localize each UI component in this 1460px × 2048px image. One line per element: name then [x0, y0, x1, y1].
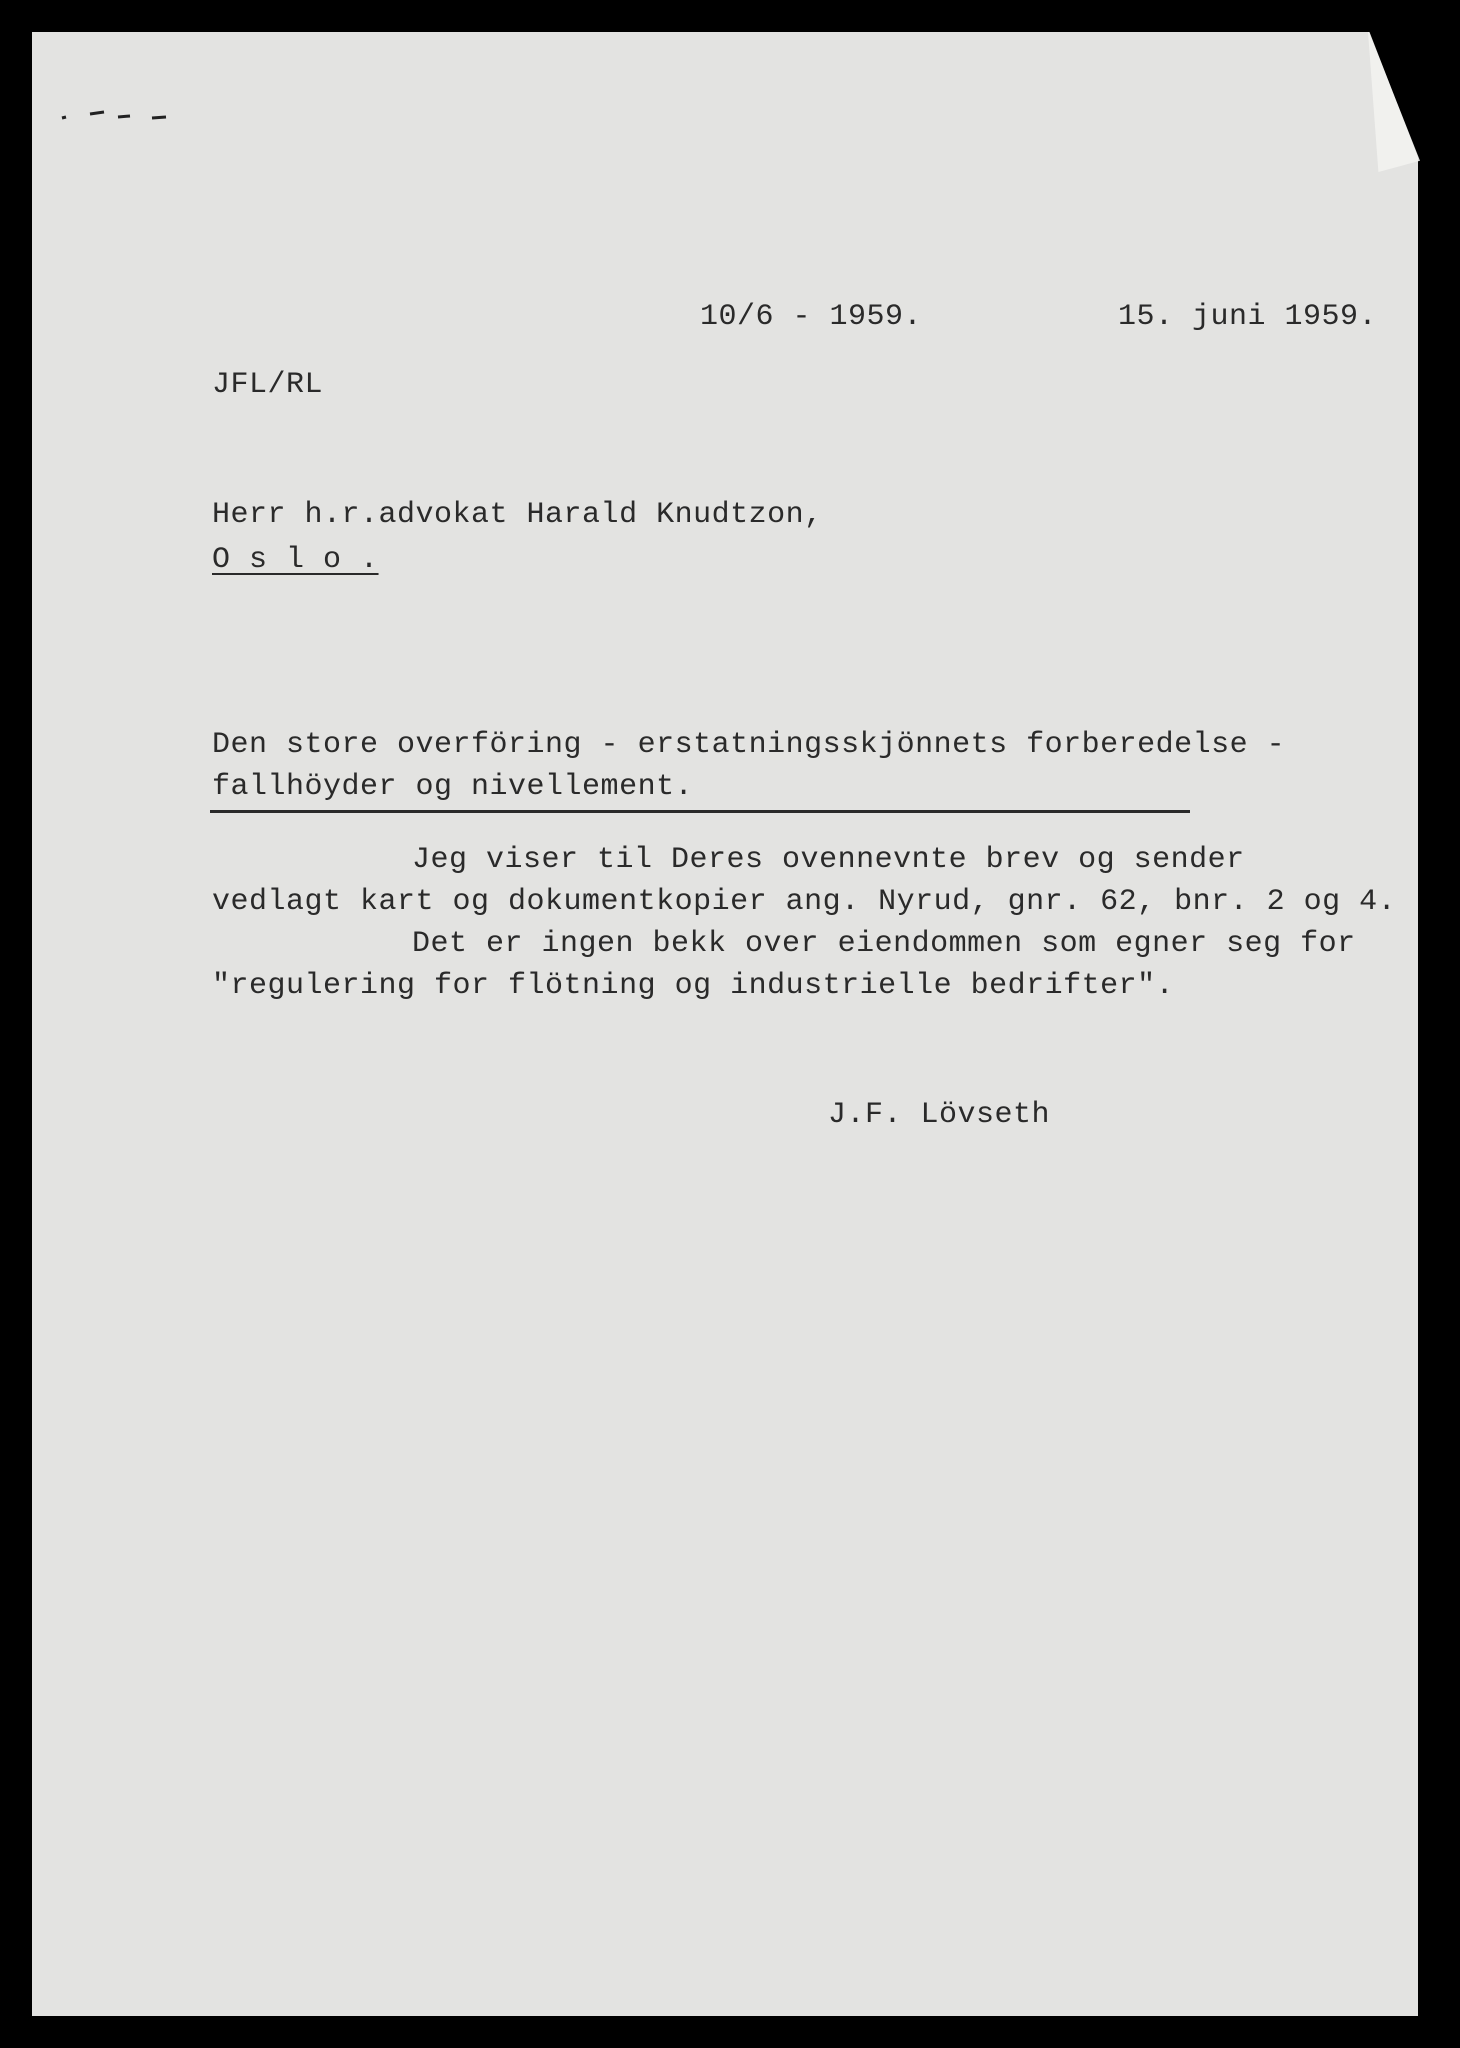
body-line-3: Det er ingen bekk over eiendommen som egner seg for — [412, 927, 1356, 961]
ink-mark — [60, 108, 180, 122]
body-line-4: "regulering for flötning og industrielle bedrifter". — [212, 969, 1175, 1003]
body-line-1: Jeg viser til Deres ovennevnte brev og sender — [412, 843, 1245, 877]
letter-date: 15. juni 1959. — [1118, 300, 1378, 334]
signature: J.F. Lövseth — [828, 1098, 1051, 1132]
reference-date: 10/6 - 1959. — [700, 300, 923, 334]
body-line-2: vedlagt kart og dokumentkopier ang. Nyrud, gnr. 62, bnr. 2 og 4. — [212, 885, 1397, 919]
subject-line-2: fallhöyder og nivellement. — [212, 770, 694, 804]
subject-line-1: Den store overföring - erstatningsskjönnets forberedelse - — [212, 728, 1286, 762]
recipient-city: O s l o . — [212, 543, 379, 577]
initials: JFL/RL — [212, 368, 324, 402]
recipient-name: Herr h.r.advokat Harald Knudtzon, — [212, 498, 823, 532]
subject-rule — [210, 810, 1190, 813]
